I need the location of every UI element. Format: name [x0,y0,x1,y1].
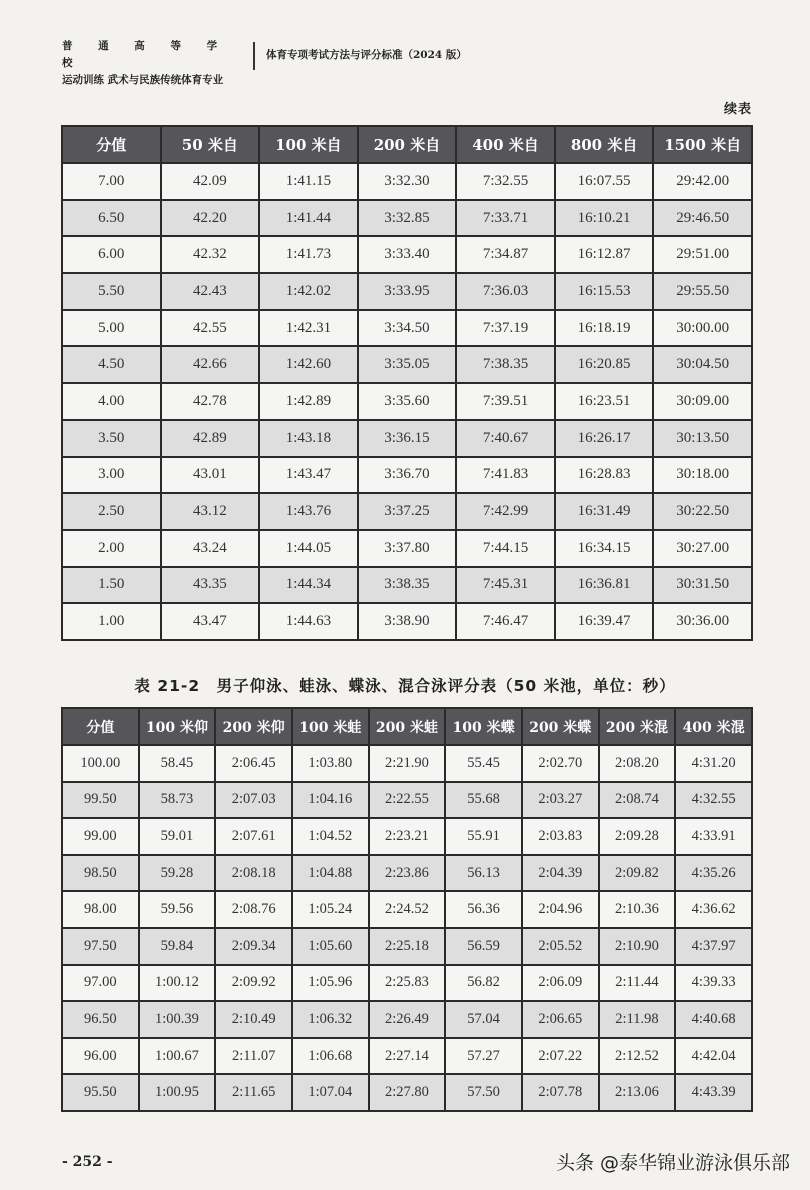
table-cell: 7:46.47 [456,603,555,640]
table-cell: 30:27.00 [653,530,752,567]
table-cell: 3:33.40 [358,236,457,273]
table-cell: 2:24.52 [369,891,446,928]
table-cell: 7:40.67 [456,420,555,457]
table-cell: 96.00 [62,1038,139,1075]
table-cell: 3:36.70 [358,457,457,494]
table-cell: 30:13.50 [653,420,752,457]
table-row [62,493,752,530]
table-cell: 7:37.19 [456,310,555,347]
table-cell: 56.59 [445,928,522,965]
table-cell: 2:22.55 [369,782,446,819]
table-row [62,200,752,237]
table-cell: 2:09.92 [215,965,292,1002]
table-cell: 4:31.20 [675,745,752,782]
table-row [62,1038,752,1075]
table-cell: 3:37.80 [358,530,457,567]
table-cell: 2:08.18 [215,855,292,892]
table-cell: 43.47 [161,603,260,640]
column-header: 100 米蝶 [445,708,522,745]
table-cell: 29:51.00 [653,236,752,273]
table-cell: 2:08.74 [599,782,676,819]
table-row [62,855,752,892]
table-cell: 1:43.76 [259,493,358,530]
table-row [62,891,752,928]
table-cell: 96.50 [62,1001,139,1038]
table-cell: 1:44.34 [259,567,358,604]
table-cell: 2:25.83 [369,965,446,1002]
table-cell: 43.01 [161,457,260,494]
column-header: 200 米混 [599,708,676,745]
table-cell: 1:06.32 [292,1001,369,1038]
table-cell: 42.32 [161,236,260,273]
table-cell: 1:05.60 [292,928,369,965]
table-cell: 7:44.15 [456,530,555,567]
header-subtitle: 体育专项考试方法与评分标准（2024 版） [266,49,467,61]
table-cell: 1:00.95 [139,1074,216,1111]
table-cell: 42.89 [161,420,260,457]
table-cell: 2:09.34 [215,928,292,965]
table-cell: 1.50 [62,567,161,604]
table-cell: 1:42.89 [259,383,358,420]
table-row [62,346,752,383]
table-cell: 5.50 [62,273,161,310]
column-header: 分值 [62,708,139,745]
table-cell: 3:34.50 [358,310,457,347]
table-cell: 2:07.03 [215,782,292,819]
table-cell: 30:36.00 [653,603,752,640]
table-cell: 2:07.61 [215,818,292,855]
column-header: 400 米混 [675,708,752,745]
table-cell: 2:06.65 [522,1001,599,1038]
table-header-row [62,708,752,745]
table-cell: 4:32.55 [675,782,752,819]
table-cell: 7:36.03 [456,273,555,310]
watermark: 头条 @泰华锦业游泳俱乐部 [555,1152,790,1174]
table-cell: 4:42.04 [675,1038,752,1075]
table-cell: 1:05.24 [292,891,369,928]
freestyle-score-table [61,125,753,641]
table-cell: 2:23.21 [369,818,446,855]
table-cell: 2:11.98 [599,1001,676,1038]
table-cell: 2:05.52 [522,928,599,965]
table-cell: 55.68 [445,782,522,819]
table-cell: 3:32.30 [358,163,457,200]
table-cell: 3.50 [62,420,161,457]
table-cell: 42.78 [161,383,260,420]
table-cell: 2:12.52 [599,1038,676,1075]
table-cell: 2:10.36 [599,891,676,928]
table-cell: 2:03.27 [522,782,599,819]
table-row [62,383,752,420]
page-number: - 252 - [62,1154,113,1170]
column-header: 200 米自 [358,126,457,163]
table-row [62,603,752,640]
table-cell: 16:23.51 [555,383,654,420]
table-row [62,420,752,457]
table-cell: 2:11.44 [599,965,676,1002]
table-cell: 3:33.95 [358,273,457,310]
table-cell: 1:41.73 [259,236,358,273]
table-cell: 2:04.39 [522,855,599,892]
table-cell: 3:38.35 [358,567,457,604]
header-book-title [62,38,252,89]
table-cell: 2:02.70 [522,745,599,782]
table-header-row [62,126,752,163]
table-cell: 7:39.51 [456,383,555,420]
table-cell: 30:00.00 [653,310,752,347]
table-row [62,745,752,782]
table-cell: 1:42.60 [259,346,358,383]
table-cell: 4:35.26 [675,855,752,892]
table-cell: 16:10.21 [555,200,654,237]
table-cell: 4:33.91 [675,818,752,855]
table-cell: 2:23.86 [369,855,446,892]
table-cell: 3:38.90 [358,603,457,640]
table-cell: 7:32.55 [456,163,555,200]
table-cell: 3:32.85 [358,200,457,237]
table-cell: 1:42.02 [259,273,358,310]
table-cell: 56.82 [445,965,522,1002]
table-row [62,965,752,1002]
column-header: 50 米自 [161,126,260,163]
table-cell: 2:26.49 [369,1001,446,1038]
table-cell: 95.50 [62,1074,139,1111]
table-cell: 1.00 [62,603,161,640]
continued-label: 续表 [723,102,752,117]
table-row [62,818,752,855]
table-cell: 55.91 [445,818,522,855]
column-header: 100 米自 [259,126,358,163]
table-cell: 1:42.31 [259,310,358,347]
table-cell: 29:46.50 [653,200,752,237]
table-cell: 2.50 [62,493,161,530]
table-cell: 7:34.87 [456,236,555,273]
table-cell: 57.27 [445,1038,522,1075]
table-cell: 2:11.65 [215,1074,292,1111]
table-row [62,567,752,604]
table-cell: 2:09.82 [599,855,676,892]
table-cell: 1:43.18 [259,420,358,457]
table-cell: 16:31.49 [555,493,654,530]
table-cell: 7:41.83 [456,457,555,494]
table-cell: 30:22.50 [653,493,752,530]
table-cell: 16:18.19 [555,310,654,347]
table-cell: 1:06.68 [292,1038,369,1075]
table-cell: 59.28 [139,855,216,892]
table-cell: 2:27.14 [369,1038,446,1075]
table-cell: 2:07.22 [522,1038,599,1075]
table-cell: 1:05.96 [292,965,369,1002]
column-header: 800 米自 [555,126,654,163]
table-cell: 2:13.06 [599,1074,676,1111]
table-cell: 7:42.99 [456,493,555,530]
table-row [62,1001,752,1038]
table-cell: 99.00 [62,818,139,855]
table-cell: 99.50 [62,782,139,819]
table-cell: 2:04.96 [522,891,599,928]
table-cell: 6.00 [62,236,161,273]
table-cell: 42.20 [161,200,260,237]
table-row [62,163,752,200]
table-cell: 1:04.52 [292,818,369,855]
table-cell: 16:15.53 [555,273,654,310]
table-cell: 2:21.90 [369,745,446,782]
table-cell: 1:44.05 [259,530,358,567]
table-cell: 16:26.17 [555,420,654,457]
table-cell: 4:43.39 [675,1074,752,1111]
table-cell: 57.04 [445,1001,522,1038]
table-cell: 42.55 [161,310,260,347]
header-line-2: 运动训练 武术与民族传统体育专业 [62,74,224,86]
column-header: 200 米仰 [215,708,292,745]
table-cell: 1:41.44 [259,200,358,237]
table-cell: 30:18.00 [653,457,752,494]
table-cell: 1:00.67 [139,1038,216,1075]
table-cell: 16:28.83 [555,457,654,494]
strokes-score-table [61,707,753,1112]
column-header: 100 米仰 [139,708,216,745]
table-cell: 16:20.85 [555,346,654,383]
table-cell: 2:09.28 [599,818,676,855]
table-cell: 4.00 [62,383,161,420]
table-cell: 30:04.50 [653,346,752,383]
table-cell: 30:09.00 [653,383,752,420]
table-row [62,782,752,819]
table-cell: 57.50 [445,1074,522,1111]
table-cell: 2:11.07 [215,1038,292,1075]
table-cell: 4.50 [62,346,161,383]
table-cell: 2:06.09 [522,965,599,1002]
table-cell: 1:03.80 [292,745,369,782]
table-cell: 5.00 [62,310,161,347]
table-cell: 1:43.47 [259,457,358,494]
table-row [62,928,752,965]
table-cell: 58.45 [139,745,216,782]
table-cell: 56.13 [445,855,522,892]
table-cell: 4:39.33 [675,965,752,1002]
table-cell: 97.50 [62,928,139,965]
table-cell: 42.66 [161,346,260,383]
running-header [62,38,762,86]
table-cell: 42.09 [161,163,260,200]
table-cell: 100.00 [62,745,139,782]
table-cell: 3:35.60 [358,383,457,420]
table-cell: 59.01 [139,818,216,855]
table-cell: 7:45.31 [456,567,555,604]
column-header: 1500 米自 [653,126,752,163]
table-row [62,236,752,273]
table-cell: 4:40.68 [675,1001,752,1038]
table-cell: 2:10.90 [599,928,676,965]
column-header: 分值 [62,126,161,163]
column-header: 400 米自 [456,126,555,163]
table-cell: 2:03.83 [522,818,599,855]
table-cell: 59.84 [139,928,216,965]
table-cell: 43.24 [161,530,260,567]
column-header: 200 米蛙 [369,708,446,745]
table-cell: 2.00 [62,530,161,567]
table-cell: 43.35 [161,567,260,604]
table-cell: 4:37.97 [675,928,752,965]
header-line-1: 普 通 高 等 学 校 [62,40,229,69]
column-header: 100 米蛙 [292,708,369,745]
table-cell: 1:04.88 [292,855,369,892]
table-cell: 16:36.81 [555,567,654,604]
table-cell: 16:07.55 [555,163,654,200]
table-cell: 16:34.15 [555,530,654,567]
column-header: 200 米蝶 [522,708,599,745]
table-cell: 6.50 [62,200,161,237]
table-cell: 98.00 [62,891,139,928]
table-cell: 1:00.12 [139,965,216,1002]
table-cell: 3:37.25 [358,493,457,530]
table-cell: 58.73 [139,782,216,819]
table-cell: 43.12 [161,493,260,530]
table-cell: 4:36.62 [675,891,752,928]
header-divider [253,42,255,70]
table-cell: 98.50 [62,855,139,892]
table-cell: 1:00.39 [139,1001,216,1038]
table-cell: 59.56 [139,891,216,928]
table-cell: 2:08.20 [599,745,676,782]
table-cell: 16:39.47 [555,603,654,640]
table-cell: 1:07.04 [292,1074,369,1111]
table-cell: 42.43 [161,273,260,310]
table-cell: 2:25.18 [369,928,446,965]
table-caption: 表 21-2 男子仰泳、蛙泳、蝶泳、混合泳评分表（50 米池，单位：秒） [134,677,676,695]
table-cell: 7.00 [62,163,161,200]
table-cell: 2:06.45 [215,745,292,782]
table-cell: 56.36 [445,891,522,928]
table-cell: 2:08.76 [215,891,292,928]
table-cell: 3:36.15 [358,420,457,457]
table-row [62,310,752,347]
table-cell: 1:04.16 [292,782,369,819]
table-cell: 97.00 [62,965,139,1002]
table-cell: 55.45 [445,745,522,782]
table-cell: 7:38.35 [456,346,555,383]
table-cell: 29:55.50 [653,273,752,310]
table-row [62,530,752,567]
table-cell: 1:41.15 [259,163,358,200]
table-row [62,1074,752,1111]
table-cell: 16:12.87 [555,236,654,273]
table-row [62,457,752,494]
table-cell: 30:31.50 [653,567,752,604]
table-cell: 3.00 [62,457,161,494]
table-cell: 2:07.78 [522,1074,599,1111]
table-cell: 3:35.05 [358,346,457,383]
table-cell: 7:33.71 [456,200,555,237]
table-cell: 2:10.49 [215,1001,292,1038]
table-cell: 29:42.00 [653,163,752,200]
table-row [62,273,752,310]
table-cell: 1:44.63 [259,603,358,640]
table-cell: 2:27.80 [369,1074,446,1111]
